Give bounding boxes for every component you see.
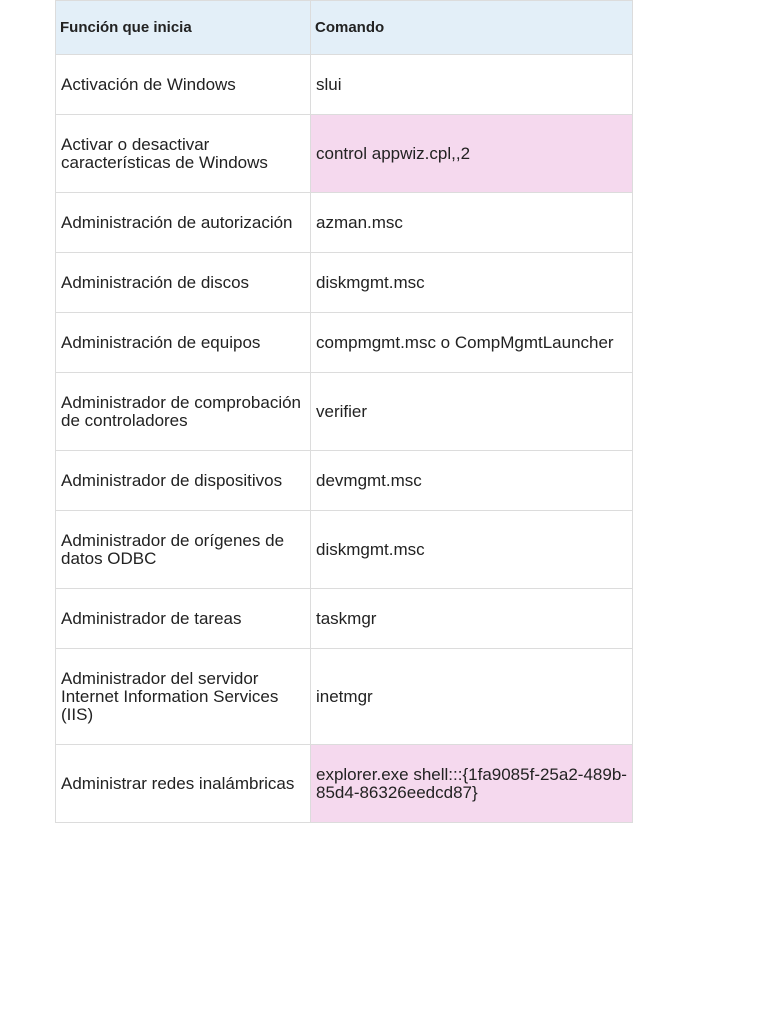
cell-comando: devmgmt.msc [311, 451, 633, 511]
cell-funcion: Administrador de tareas [56, 589, 311, 649]
cell-comando: taskmgr [311, 589, 633, 649]
cell-funcion: Administración de equipos [56, 313, 311, 373]
cell-comando: diskmgmt.msc [311, 253, 633, 313]
commands-table [55, 0, 633, 823]
cell-funcion: Administrador del servidor Internet Information Services (IIS) [56, 649, 311, 745]
table-header [56, 1, 633, 55]
cell-comando: inetmgr [311, 649, 633, 745]
table-row [56, 373, 633, 451]
cell-funcion: Activar o desactivar características de Windows [56, 115, 311, 193]
cell-funcion: Administrador de comprobación de controladores [56, 373, 311, 451]
cell-funcion: Administrar redes inalámbricas [56, 745, 311, 823]
cell-funcion: Administración de discos [56, 253, 311, 313]
table-row [56, 649, 633, 745]
table-row [56, 193, 633, 253]
table-row [56, 253, 633, 313]
cell-comando-highlighted: control appwiz.cpl,,2 [311, 115, 633, 193]
table-row [56, 313, 633, 373]
header-comando: Comando [311, 1, 633, 55]
cell-funcion: Activación de Windows [56, 55, 311, 115]
table-row [56, 55, 633, 115]
cell-comando: slui [311, 55, 633, 115]
cell-comando: verifier [311, 373, 633, 451]
header-row [56, 1, 633, 55]
cell-funcion: Administrador de dispositivos [56, 451, 311, 511]
cell-comando: diskmgmt.msc [311, 511, 633, 589]
table-row [56, 589, 633, 649]
header-funcion: Función que inicia [56, 1, 311, 55]
cell-funcion: Administración de autorización [56, 193, 311, 253]
cell-comando: azman.msc [311, 193, 633, 253]
table-row [56, 451, 633, 511]
table-row [56, 511, 633, 589]
cell-funcion: Administrador de orígenes de datos ODBC [56, 511, 311, 589]
table-body [56, 55, 633, 823]
cell-comando: compmgmt.msc o CompMgmtLauncher [311, 313, 633, 373]
table-row [56, 745, 633, 823]
table-row [56, 115, 633, 193]
cell-comando-highlighted: explorer.exe shell:::{1fa9085f-25a2-489b-85d4-86326eedcd87} [311, 745, 633, 823]
